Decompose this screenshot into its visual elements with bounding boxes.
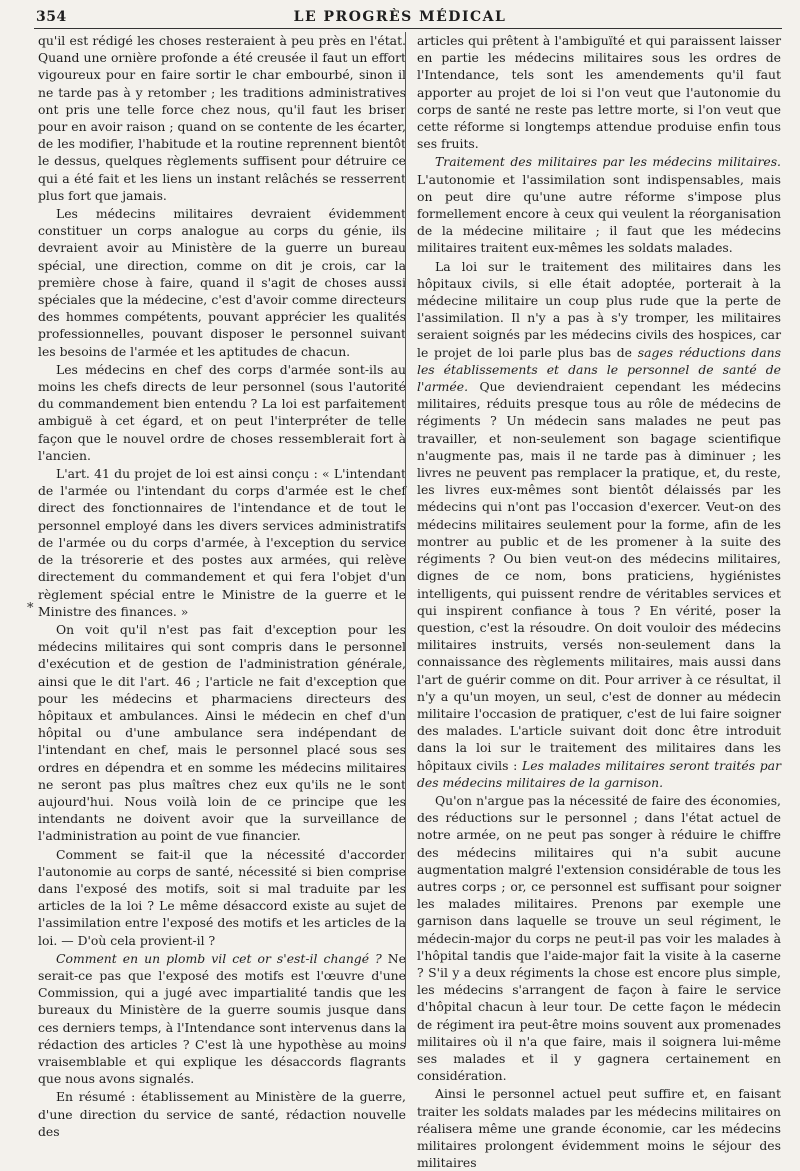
paragraph bbox=[417, 153, 781, 256]
italic-quote: Comment en un plomb vil cet or s'est-il changé ? bbox=[56, 950, 382, 966]
margin-mark: * bbox=[27, 601, 34, 616]
left-column bbox=[38, 32, 406, 1140]
right-column bbox=[417, 32, 781, 1171]
paragraph: L'art. 41 du projet de loi est ainsi conçu : « L'intendant de l'armée ou l'intendant du corps d'armée est le chef direct des fonctionnaires de l'intendance et de tout le personnel employé dans les divers services administratifs de l'armée ou du corps d'armée, à l'exception du service de la trésorerie et des postes aux armées, qui relève directement du commandement et qui fera l'objet d'un règlement spécial entre le Ministre de la guerre et le Ministre des finances. » bbox=[38, 466, 406, 619]
paragraph bbox=[417, 258, 781, 791]
paragraph: Comment se fait-il que la nécessité d'accorder l'autonomie au corps de santé, nécessité si bien comprise dans l'exposé des motifs, soit si mal traduite par les articles de la loi ? Le même désaccord existe au sujet de l'assimilation entre l'exposé des motifs et les articles de la loi. — D'où cela provient-il ? bbox=[38, 846, 406, 948]
header-rule bbox=[34, 28, 782, 29]
paragraph-text: Ne serait-ce pas que l'exposé des motifs est l'œuvre d'une Commission, qui a jugé avec impartialité tandis que les bureaux du Ministère de la guerre soumis jusque dans ces derniers temps, à l'Intendance sont intervenus dans la rédaction des articles ? C'est là une hypothèse au moins vraisemblable et qui explique les désaccords flagrants que nous avons signalés. bbox=[38, 950, 406, 1087]
section-heading: Traitement des militaires par les médecins militaires. bbox=[435, 154, 781, 170]
paragraph: Ainsi le personnel actuel peut suffire et, en faisant traiter les soldats malades par les médecins militaires on réalisera même une grande économie, car les médecins militaires prolongent évidemment moins le séjour des militaires bbox=[417, 1086, 781, 1171]
paragraph: Les médecins en chef des corps d'armée sont-ils au moins les chefs directs de leur personnel (sous l'autorité du commandement bien entendu ? La loi est parfaitement ambiguë à cet égard, et on peut l'interpréter de telle façon que le nouvel ordre de choses ressemblerait fort à l'ancien. bbox=[38, 361, 406, 463]
paragraph bbox=[38, 950, 406, 1088]
page-number: 354 bbox=[36, 9, 67, 25]
paragraph: On voit qu'il n'est pas fait d'exception pour les médecins militaires qui sont compris dans le personnel d'exécution et de gestion de l'administration générale, ainsi que le dit l'art. 46 ; l'article ne fait d'exception que pour les médecins et pharmaciens directeurs des hôpitaux et ambulances. Ainsi le médecin en chef d'un hôpital ou d'une ambulance sera indépendant de l'intendant en chef, mais le personnel placé sous ses ordres en dépendra et en somme les médecins militaires ne seront pas plus maîtres chez eux qu'ils ne le sont aujourd'hui. Nous voilà loin de ce principe que les intendants ne doivent avoir que la surveillance de l'administration au point de vue financier. bbox=[38, 621, 406, 844]
paragraph: En résumé : établissement au Ministère de la guerre, d'une direction du service de santé, rédaction nouvelle des bbox=[38, 1089, 406, 1139]
italic-quote: sages réductions dans les établissements et dans le personnel de santé de l'armée. bbox=[417, 344, 781, 395]
paragraph: articles qui prêtent à l'ambiguïté et qui paraissent laisser en partie les médecins militaires sous les ordres de l'Intendance, tels sont les amendements qu'il faut apporter au projet de loi si l'on veut que l'autonomie du corps de santé ne reste pas lettre morte, si l'on veut que cette réforme si longtemps attendue produise enfin tous ses fruits. bbox=[417, 33, 781, 152]
paragraph: qu'il est rédigé les choses resteraient à peu près en l'état. Quand une ornière profonde a été creusée il faut un effort vigoureux pour en faire sortir le char embourbé, sinon il ne tarde pas à y retomber ; les traditions administratives ont pris une telle force chez nous, qu'il faut les briser pour en avoir raison ; quand on se contente de les écarter, de les modifier, l'habitude et la routine reprennent bientôt le dessus, quelques règlements suffisent pour détruire ce qui a été fait et les liens un instant relâchés se resserrent plus fort que jamais. bbox=[38, 33, 406, 203]
paragraph: Qu'on n'argue pas la nécessité de faire des économies, des réductions sur le personnel ; dans l'état actuel de notre armée, on ne peut pas songer à réduire le chiffre des médecins militaires qui n'a subit aucune augmentation malgré l'extension considérable de tous les autres corps ; or, ce personnel est suffisant pour soigner les malades militaires. Prenons par exemple une garnison dans laquelle se trouve un seul régiment, le médecin-major du corps ne peut-il pas voir les malades à l'hôpital tandis que l'aide-major fait la visite à la caserne ? S'il y a deux régiments la chose est encore plus simple, les médecins s'arrangent de façon à faire le service d'hôpital chacun à leur tour. De cette façon le médecin de régiment ira peut-être moins souvent aux promenades militaires où il n'a que faire, mais il soignera lui-même ses malades et il y gagnera certainement en considération. bbox=[417, 792, 781, 1084]
paragraph-text: L'autonomie et l'assimilation sont indispensables, mais on peut dire qu'une autre réforme s'impose plus formellement encore à ceux qui veulent la réorganisation de la médecine militaire ; il faut que les médecins militaires traitent eux-mêmes les soldats malades. bbox=[417, 171, 781, 256]
paragraph: Les médecins militaires devraient évidemment constituer un corps analogue au corps du génie, ils devraient avoir au Ministère de la guerre un bureau spécial, une direction, comme on dit je crois, car la première chose à faire, quand il s'agit de choses aussi spéciales que la médecine, c'est d'avoir comme directeurs des hommes compétents, pouvant apprécier les qualités professionnelles, pouvant disposer le personnel suivant les besoins de l'armée et les aptitudes de chacun. bbox=[38, 206, 406, 359]
page-header bbox=[0, 0, 800, 28]
italic-quote: Les malades militaires seront traités par des médecins militaires de la garnison. bbox=[417, 757, 781, 790]
paragraph-text: La loi sur le traitement des militaires dans les hôpitaux civils, si elle était adoptée, porterait à la médecine militaire un coup plus rude que la perte de l'assimilation. Il n'y a pas à s'y tromper, les militaires seraient soignés par les médecins civils des hospices, car le projet de loi parle plus bas de bbox=[417, 258, 781, 360]
journal-title: LE PROGRÈS MÉDICAL bbox=[293, 9, 507, 25]
column-divider bbox=[405, 32, 406, 1047]
paragraph-text: Que deviendraient cependant les médecins militaires, réduits presque tous au rôle de médecins de régiments ? Un médecin sans malades ne peut pas travailler, et non-seulement son bagage scientifique n'augmente pas, mais il ne tarde pas à diminuer ; les livres ne peuvent pas remplacer la pratique, et, du reste, les livres eux-mêmes sont bientôt délaissés par les médecins qui n'ont pas l'occasion d'exercer. Veut-on des médecins militaires seulement pour la forme, afin de les montrer au public et de les promener à la suite des régiments ? Ou bien veut-on des médecins militaires, dignes de ce nom, bons praticiens, hygiénistes intelligents, qui puissent rendre de véritables services et qui inspirent confiance à tous ? En vérité, poser la question, c'est la résoudre. On doit vouloir des médecins militaires instruits, versés non-seulement dans la connaissance des règlements militaires, mais aussi dans l'art de guérir comme on dit. Pour arriver à ce résultat, il n'y a qu'un moyen, un seul, c'est de donner au médecin militaire l'occasion de pratiquer, c'est de lui faire soigner des malades. L'article suivant doit donc être introduit dans la loi sur le traitement des militaires dans les hôpitaux civils : bbox=[417, 379, 781, 773]
